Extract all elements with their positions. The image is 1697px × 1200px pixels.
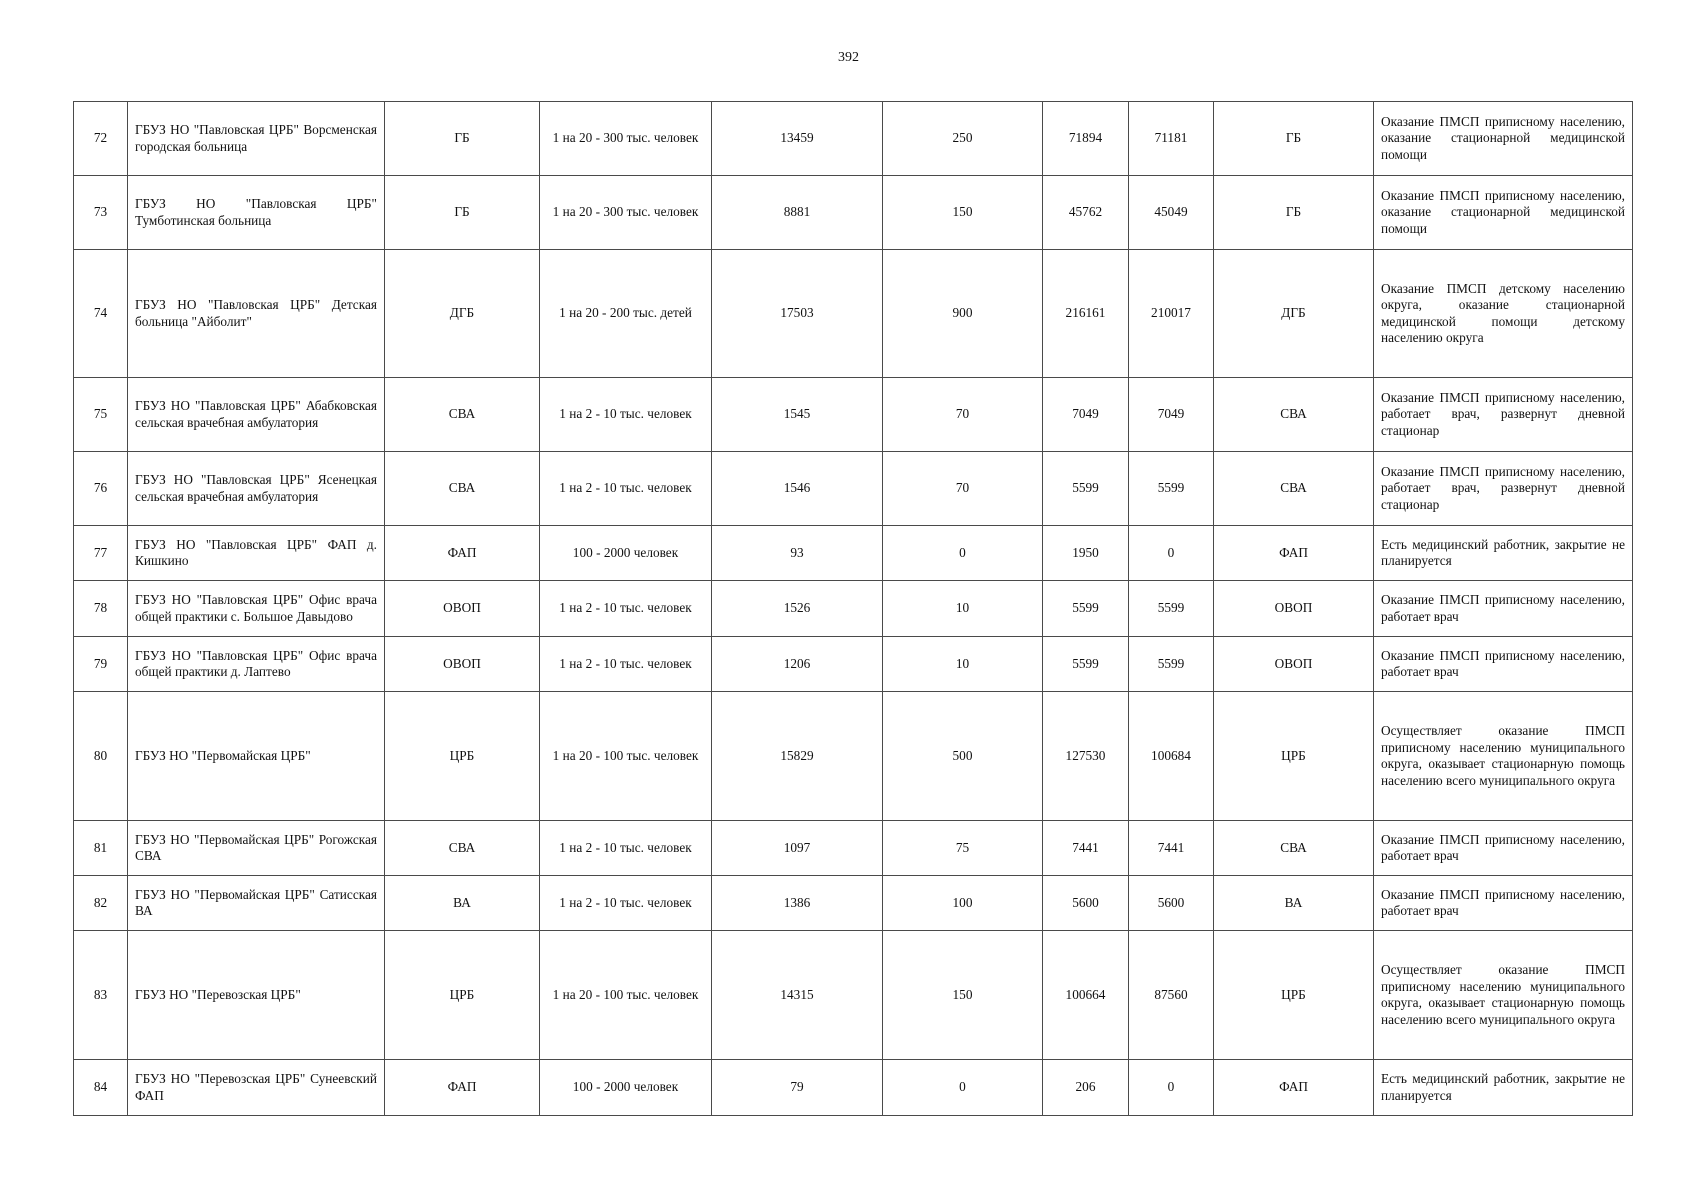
table-row xyxy=(74,876,1633,931)
value-4: 0 xyxy=(1129,526,1214,581)
facility-type: ЦРБ xyxy=(385,692,540,821)
description: Оказание ПМСП приписному населению, работает врач, развернут дневной стационар xyxy=(1374,378,1633,452)
value-4: 5599 xyxy=(1129,581,1214,637)
value-3: 7441 xyxy=(1043,821,1129,876)
value-2: 0 xyxy=(883,1060,1043,1116)
table-row xyxy=(74,1060,1633,1116)
description: Оказание ПМСП приписному населению, оказание стационарной медицинской помощи xyxy=(1374,102,1633,176)
value-1: 1386 xyxy=(712,876,883,931)
description: Оказание ПМСП детскому населению округа, оказание стационарной медицинской помощи детскому населению округа xyxy=(1374,250,1633,378)
facility-type: ДГБ xyxy=(385,250,540,378)
facility-type: ФАП xyxy=(385,1060,540,1116)
facility-type-planned: ГБ xyxy=(1214,176,1374,250)
norm-value: 1 на 2 - 10 тыс. человек xyxy=(540,821,712,876)
value-1: 14315 xyxy=(712,931,883,1060)
row-number: 74 xyxy=(74,250,128,378)
value-2: 150 xyxy=(883,176,1043,250)
value-1: 93 xyxy=(712,526,883,581)
table-row xyxy=(74,692,1633,821)
value-1: 8881 xyxy=(712,176,883,250)
value-4: 7049 xyxy=(1129,378,1214,452)
value-2: 0 xyxy=(883,526,1043,581)
facility-type: ОВОП xyxy=(385,581,540,637)
table-row xyxy=(74,526,1633,581)
value-4: 87560 xyxy=(1129,931,1214,1060)
value-3: 5599 xyxy=(1043,637,1129,692)
facility-type: СВА xyxy=(385,452,540,526)
facility-name: ГБУЗ НО "Павловская ЦРБ" Ясенецкая сельская врачебная амбулатория xyxy=(128,452,385,526)
description: Оказание ПМСП приписному населению, оказание стационарной медицинской помощи xyxy=(1374,176,1633,250)
facility-name: ГБУЗ НО "Первомайская ЦРБ" xyxy=(128,692,385,821)
value-2: 70 xyxy=(883,378,1043,452)
row-number: 83 xyxy=(74,931,128,1060)
value-2: 100 xyxy=(883,876,1043,931)
table-row xyxy=(74,637,1633,692)
value-2: 70 xyxy=(883,452,1043,526)
norm-value: 1 на 2 - 10 тыс. человек xyxy=(540,876,712,931)
facility-name: ГБУЗ НО "Павловская ЦРБ" Ворсменская городская больница xyxy=(128,102,385,176)
value-1: 1546 xyxy=(712,452,883,526)
value-3: 216161 xyxy=(1043,250,1129,378)
facility-type: ФАП xyxy=(385,526,540,581)
norm-value: 1 на 2 - 10 тыс. человек xyxy=(540,581,712,637)
row-number: 75 xyxy=(74,378,128,452)
value-3: 45762 xyxy=(1043,176,1129,250)
norm-value: 1 на 20 - 300 тыс. человек xyxy=(540,102,712,176)
row-number: 77 xyxy=(74,526,128,581)
description: Есть медицинский работник, закрытие не планируется xyxy=(1374,526,1633,581)
value-3: 5600 xyxy=(1043,876,1129,931)
description: Есть медицинский работник, закрытие не планируется xyxy=(1374,1060,1633,1116)
facility-name: ГБУЗ НО "Павловская ЦРБ" Тумботинская больница xyxy=(128,176,385,250)
facility-type-planned: СВА xyxy=(1214,378,1374,452)
table-row xyxy=(74,102,1633,176)
value-4: 100684 xyxy=(1129,692,1214,821)
facility-name: ГБУЗ НО "Павловская ЦРБ" ФАП д. Кишкино xyxy=(128,526,385,581)
facility-type-planned: ДГБ xyxy=(1214,250,1374,378)
value-2: 500 xyxy=(883,692,1043,821)
value-4: 5600 xyxy=(1129,876,1214,931)
table-row xyxy=(74,581,1633,637)
value-1: 1526 xyxy=(712,581,883,637)
facility-name: ГБУЗ НО "Павловская ЦРБ" Офис врача общей практики с. Большое Давыдово xyxy=(128,581,385,637)
value-1: 1206 xyxy=(712,637,883,692)
norm-value: 1 на 20 - 100 тыс. человек xyxy=(540,931,712,1060)
row-number: 72 xyxy=(74,102,128,176)
value-4: 71181 xyxy=(1129,102,1214,176)
facility-type-planned: ОВОП xyxy=(1214,637,1374,692)
value-3: 5599 xyxy=(1043,452,1129,526)
facility-name: ГБУЗ НО "Павловская ЦРБ" Абабковская сельская врачебная амбулатория xyxy=(128,378,385,452)
facility-type-planned: СВА xyxy=(1214,821,1374,876)
value-4: 5599 xyxy=(1129,452,1214,526)
table-row xyxy=(74,176,1633,250)
facility-type: СВА xyxy=(385,378,540,452)
description: Оказание ПМСП приписному населению, работает врач, развернут дневной стационар xyxy=(1374,452,1633,526)
value-4: 0 xyxy=(1129,1060,1214,1116)
value-4: 210017 xyxy=(1129,250,1214,378)
facility-type-planned: ВА xyxy=(1214,876,1374,931)
facility-type: ГБ xyxy=(385,176,540,250)
value-3: 206 xyxy=(1043,1060,1129,1116)
facility-name: ГБУЗ НО "Перевозская ЦРБ" xyxy=(128,931,385,1060)
value-2: 10 xyxy=(883,581,1043,637)
facility-type-planned: ЦРБ xyxy=(1214,931,1374,1060)
value-4: 7441 xyxy=(1129,821,1214,876)
facility-name: ГБУЗ НО "Первомайская ЦРБ" Рогожская СВА xyxy=(128,821,385,876)
value-4: 45049 xyxy=(1129,176,1214,250)
row-number: 79 xyxy=(74,637,128,692)
table-row xyxy=(74,378,1633,452)
table-row xyxy=(74,931,1633,1060)
description: Оказание ПМСП приписному населению, работает врач xyxy=(1374,637,1633,692)
row-number: 81 xyxy=(74,821,128,876)
table-row xyxy=(74,452,1633,526)
value-3: 1950 xyxy=(1043,526,1129,581)
facility-name: ГБУЗ НО "Перевозская ЦРБ" Сунеевский ФАП xyxy=(128,1060,385,1116)
facilities-table xyxy=(73,101,1633,1116)
facility-type-planned: СВА xyxy=(1214,452,1374,526)
row-number: 82 xyxy=(74,876,128,931)
value-3: 71894 xyxy=(1043,102,1129,176)
norm-value: 1 на 2 - 10 тыс. человек xyxy=(540,452,712,526)
value-1: 79 xyxy=(712,1060,883,1116)
description: Осуществляет оказание ПМСП приписному населению муниципального округа, оказывает стационарную помощь населению всего муниципального округа xyxy=(1374,692,1633,821)
facility-type-planned: ЦРБ xyxy=(1214,692,1374,821)
facility-type: СВА xyxy=(385,821,540,876)
value-2: 75 xyxy=(883,821,1043,876)
norm-value: 1 на 2 - 10 тыс. человек xyxy=(540,637,712,692)
row-number: 84 xyxy=(74,1060,128,1116)
row-number: 73 xyxy=(74,176,128,250)
value-3: 127530 xyxy=(1043,692,1129,821)
value-1: 1097 xyxy=(712,821,883,876)
facility-type-planned: ГБ xyxy=(1214,102,1374,176)
facility-type: ЦРБ xyxy=(385,931,540,1060)
page-number: 392 xyxy=(838,50,859,65)
table-row xyxy=(74,821,1633,876)
facility-type: ГБ xyxy=(385,102,540,176)
norm-value: 1 на 20 - 200 тыс. детей xyxy=(540,250,712,378)
row-number: 78 xyxy=(74,581,128,637)
facility-type-planned: ФАП xyxy=(1214,526,1374,581)
value-3: 100664 xyxy=(1043,931,1129,1060)
table-row xyxy=(74,250,1633,378)
table-body xyxy=(74,102,1633,1116)
value-1: 15829 xyxy=(712,692,883,821)
norm-value: 1 на 20 - 300 тыс. человек xyxy=(540,176,712,250)
value-2: 250 xyxy=(883,102,1043,176)
facility-name: ГБУЗ НО "Павловская ЦРБ" Детская больница "Айболит" xyxy=(128,250,385,378)
value-2: 900 xyxy=(883,250,1043,378)
value-1: 17503 xyxy=(712,250,883,378)
row-number: 80 xyxy=(74,692,128,821)
facility-name: ГБУЗ НО "Павловская ЦРБ" Офис врача общей практики д. Лаптево xyxy=(128,637,385,692)
facility-type: ВА xyxy=(385,876,540,931)
description: Оказание ПМСП приписному населению, работает врач xyxy=(1374,581,1633,637)
description: Осуществляет оказание ПМСП приписному населению муниципального округа, оказывает стационарную помощь населению всего муниципального округа xyxy=(1374,931,1633,1060)
norm-value: 1 на 2 - 10 тыс. человек xyxy=(540,378,712,452)
value-2: 150 xyxy=(883,931,1043,1060)
description: Оказание ПМСП приписному населению, работает врач xyxy=(1374,821,1633,876)
value-2: 10 xyxy=(883,637,1043,692)
norm-value: 100 - 2000 человек xyxy=(540,526,712,581)
value-3: 5599 xyxy=(1043,581,1129,637)
row-number: 76 xyxy=(74,452,128,526)
norm-value: 1 на 20 - 100 тыс. человек xyxy=(540,692,712,821)
value-1: 13459 xyxy=(712,102,883,176)
norm-value: 100 - 2000 человек xyxy=(540,1060,712,1116)
facility-type-planned: ОВОП xyxy=(1214,581,1374,637)
facility-type-planned: ФАП xyxy=(1214,1060,1374,1116)
value-3: 7049 xyxy=(1043,378,1129,452)
facility-name: ГБУЗ НО "Первомайская ЦРБ" Сатисская ВА xyxy=(128,876,385,931)
description: Оказание ПМСП приписному населению, работает врач xyxy=(1374,876,1633,931)
facility-type: ОВОП xyxy=(385,637,540,692)
value-4: 5599 xyxy=(1129,637,1214,692)
value-1: 1545 xyxy=(712,378,883,452)
